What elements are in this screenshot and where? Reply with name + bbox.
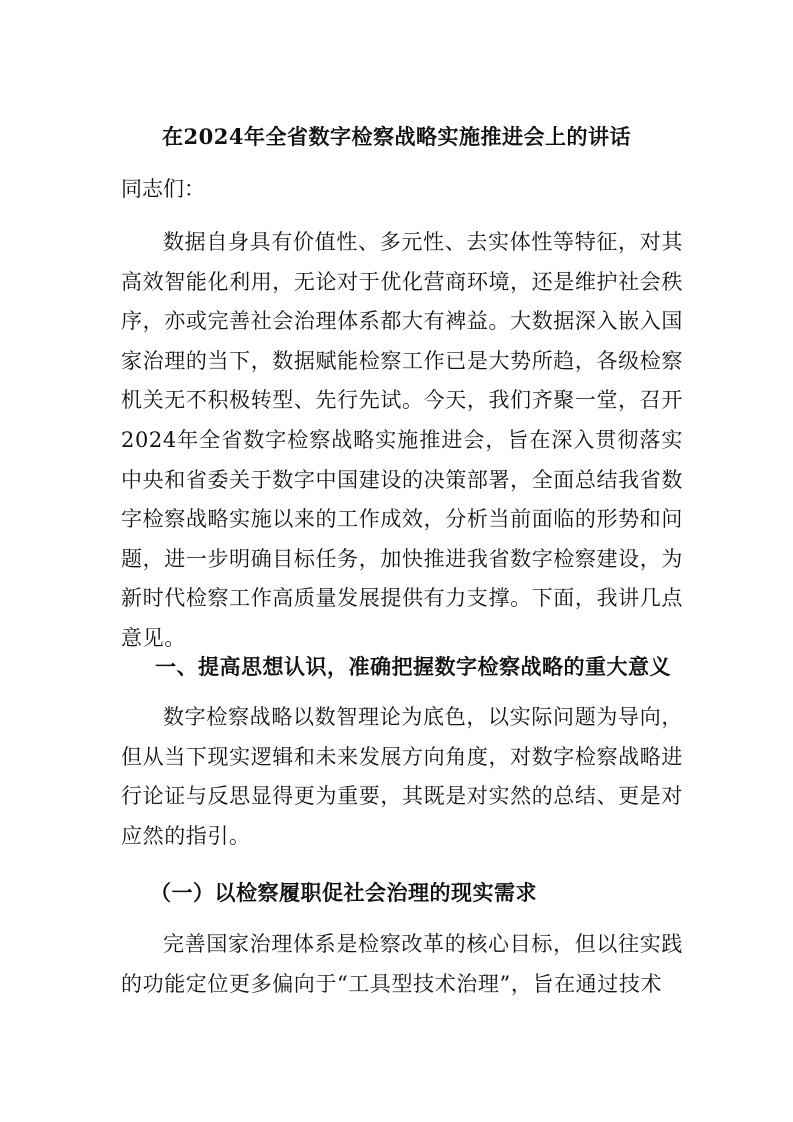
- document-title: 在2024年全省数字检察战略实施推进会上的讲话: [162, 124, 631, 149]
- section-heading-1: 一、提高思想认识，准确把握数字检察战略的重大意义: [155, 654, 671, 679]
- paragraph-subsection-1: 完善国家治理体系是检察改革的核心目标，但以往实践的功能定位更多偏向于“工具型技术治理”，旨在通过技术: [121, 932, 683, 996]
- subsection-heading-1: （一）以检察履职促社会治理的现实需求: [150, 880, 537, 905]
- paragraph-section-1: 数字检察战略以数智理论为底色，以实际问题为导向，但从当下现实逻辑和未来发展方向角度，对数字检察战略进行论证与反思显得更为重要，其既是对实然的总结、更是对应然的指引。: [121, 705, 683, 848]
- paragraph-intro: 数据自身具有价值性、多元性、去实体性等特征，对其高效智能化利用，无论对于优化营商环境，还是维护社会秩序，亦或完善社会治理体系都大有裨益。大数据深入嵌入国家治理的当下，数据赋能检察工作已是大势所趋，各级检察机关无不积极转型、先行先试。今天，我们齐聚一堂，召开2024年全省数字检察战略实施推进会，旨在深入贯彻落实中央和省委关于数字中国建设的决策部署，全面总结我省数字检察战略实施以来的工作成效，分析当前面临的形势和问题，进一步明确目标任务，加快推进我省数字检察建设，为新时代检察工作高质量发展提供有力支撑。下面，我讲几点意见。: [121, 230, 683, 650]
- salutation: 同志们：: [121, 177, 205, 201]
